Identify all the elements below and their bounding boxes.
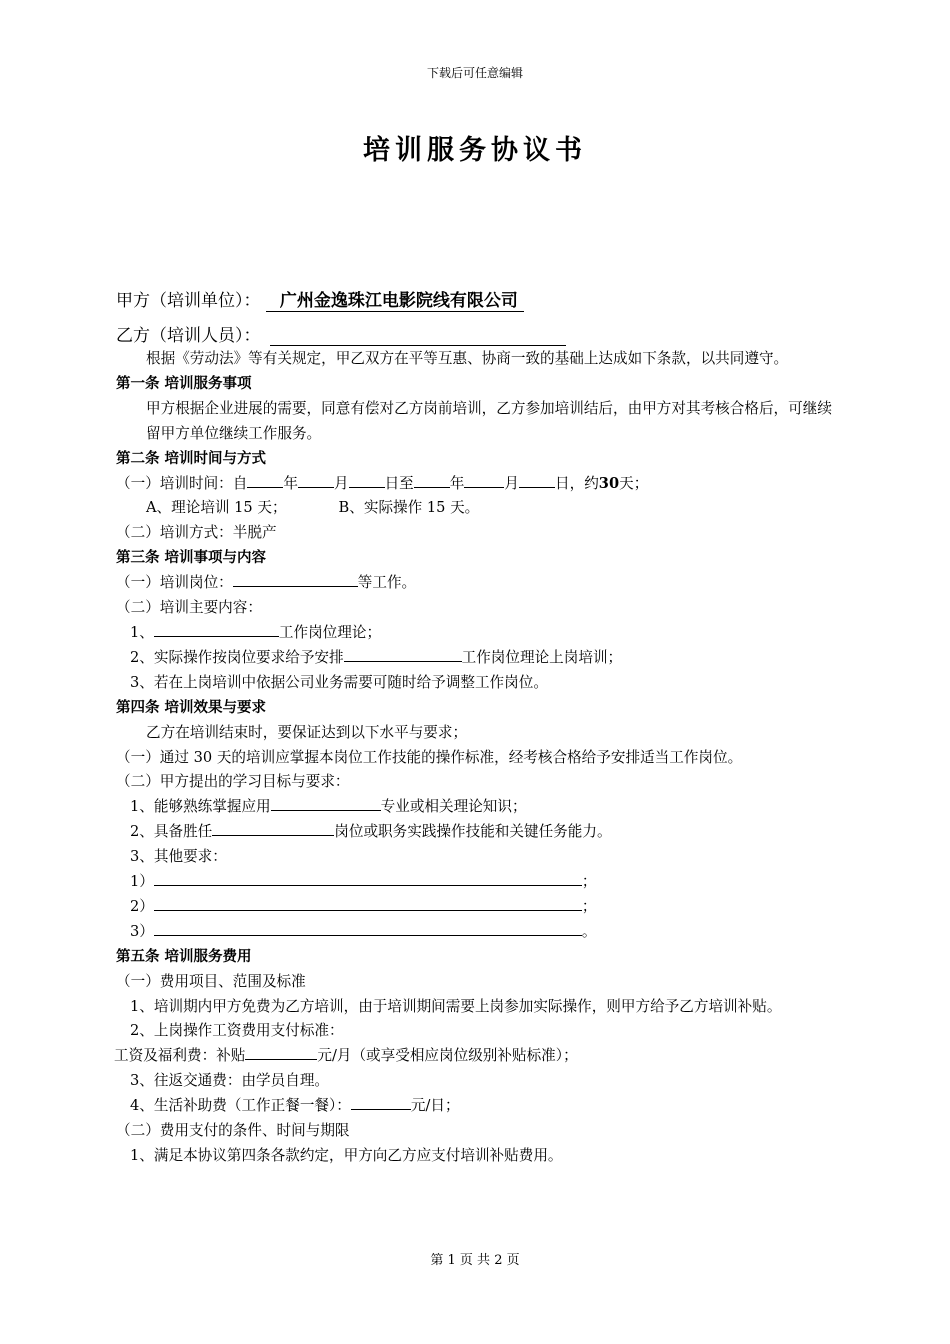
training-post-suffix: 等工作。 xyxy=(357,574,417,592)
party-b-line xyxy=(116,321,566,346)
training-time-label: （一）培训时间：自 xyxy=(116,474,248,492)
blank-other-3 xyxy=(154,920,582,936)
document-title: 培训服务协议书 xyxy=(363,135,587,166)
blank-content-2 xyxy=(344,646,462,662)
wage-line xyxy=(114,1044,836,1069)
time-suffix: 日，约 xyxy=(555,474,599,492)
fee-item-4-prefix: 4、生活补助费（工作正餐一餐）： xyxy=(130,1097,351,1115)
agreement-body xyxy=(116,347,836,1169)
other-2-end: ； xyxy=(581,897,597,915)
article-2-title: 第二条 培训时间与方式 xyxy=(116,450,267,467)
training-time-line xyxy=(116,472,836,497)
day-to-label: 日至 xyxy=(384,474,414,492)
other-1-label: 1） xyxy=(130,873,154,891)
fee-item-4 xyxy=(116,1094,836,1119)
training-split-line xyxy=(116,496,836,521)
content-item-1-prefix: 1、 xyxy=(130,623,154,641)
blank-living-allowance xyxy=(351,1094,411,1110)
fee-section-2: （二）费用支付的条件、时间与期限 xyxy=(116,1122,350,1140)
fee-item-3: 3、往返交通费：由学员自理。 xyxy=(130,1072,330,1090)
requirement-2-prefix: 2、具备胜任 xyxy=(130,823,213,841)
requirement-1 xyxy=(116,795,836,820)
content-item-2-suffix: 工作岗位理论上岗培训； xyxy=(461,648,623,666)
month-label-2: 月 xyxy=(504,474,519,492)
party-b-blank xyxy=(270,327,566,346)
page-header: 下载后可任意编辑 xyxy=(426,66,523,80)
year-label-1: 年 xyxy=(283,474,298,492)
wage-suffix: 元/月（或享受相应岗位级别补贴标准）； xyxy=(317,1047,578,1065)
practice-training: B、实际操作 15 天。 xyxy=(338,499,480,517)
training-post-line xyxy=(116,571,836,596)
theory-training: A、理论培训 15 天； xyxy=(146,499,287,517)
requirement-3: 3、其他要求： xyxy=(130,848,227,866)
article-4-intro: 乙方在培训结束时，要保证达到以下水平与要求； xyxy=(146,723,468,741)
days-unit: 天； xyxy=(619,474,649,492)
blank-start-day xyxy=(349,472,385,488)
requirement-2-suffix: 岗位或职务实践操作技能和关键任务能力。 xyxy=(334,823,612,841)
content-item-3: 3、若在上岗培训中依据公司业务需要可随时给予调整工作岗位。 xyxy=(130,673,548,691)
requirement-1-suffix: 专业或相关理论知识； xyxy=(380,798,527,816)
blank-end-day xyxy=(519,472,555,488)
party-b-label: 乙方（培训人员）： xyxy=(116,326,261,346)
article-4-point-2: （二）甲方提出的学习目标与要求： xyxy=(116,773,350,791)
party-a-name: 广州金逸珠江电影院线有限公司 xyxy=(266,291,524,312)
blank-other-2 xyxy=(154,895,582,911)
blank-start-year xyxy=(247,472,283,488)
party-a-label: 甲方（培训单位）： xyxy=(116,291,261,311)
blank-wage xyxy=(245,1044,317,1060)
wage-prefix: 工资及福利费：补贴 xyxy=(114,1047,246,1065)
blank-requirement-1 xyxy=(271,795,381,811)
training-mode: （二）培训方式：半脱产 xyxy=(116,524,277,542)
intro-paragraph: 根据《劳动法》等有关规定，甲乙双方在平等互惠、协商一致的基础上达成如下条款，以共同遵守。 xyxy=(146,350,789,367)
year-label-2: 年 xyxy=(449,474,465,492)
blank-end-month xyxy=(464,472,504,488)
article-5-title: 第五条 培训服务费用 xyxy=(116,948,252,965)
payment-item-1: 1、满足本协议第四条各款约定，甲方向乙方应支付培训补贴费用。 xyxy=(130,1147,563,1164)
other-requirement-1 xyxy=(116,870,836,895)
other-1-end: ； xyxy=(581,873,597,891)
other-3-label: 3） xyxy=(130,922,154,940)
article-3-title: 第三条 培训事项与内容 xyxy=(116,550,267,567)
blank-start-month xyxy=(298,472,334,488)
content-item-1 xyxy=(116,621,836,646)
other-requirement-2 xyxy=(116,895,836,920)
other-requirement-3 xyxy=(116,920,836,945)
article-4-point-1: （一）通过 30 天的培训应掌握本岗位工作技能的操作标准，经考核合格给予安排适当工作岗位。 xyxy=(116,748,743,766)
fee-item-2: 2、上岗操作工资费用支付标准： xyxy=(130,1022,344,1040)
blank-training-post xyxy=(233,571,358,587)
other-2-label: 2） xyxy=(130,897,154,915)
page-footer: 第 1 页 共 2 页 xyxy=(430,1253,520,1268)
article-1-title: 第一条 培训服务事项 xyxy=(116,375,252,392)
requirement-2 xyxy=(116,820,836,845)
blank-other-1 xyxy=(154,870,582,886)
blank-content-1 xyxy=(154,621,279,637)
article-4-title: 第四条 培训效果与要求 xyxy=(116,699,267,716)
requirement-1-prefix: 1、能够熟练掌握应用 xyxy=(130,798,271,816)
party-a-line xyxy=(116,286,524,312)
fee-item-1: 1、培训期内甲方免费为乙方培训，由于培训期间需要上岗参加实际操作，则甲方给予乙方培训补贴。 xyxy=(130,997,782,1015)
article-1-text: 甲方根据企业进展的需要，同意有偿对乙方岗前培训，乙方参加培训结后，由甲方对其考核合格后，可继续留甲方单位继续工作服务。 xyxy=(146,399,832,442)
content-item-2-prefix: 2、实际操作按岗位要求给予安排 xyxy=(130,648,344,666)
training-content-label: （二）培训主要内容： xyxy=(116,599,262,617)
month-label-1: 月 xyxy=(333,474,349,492)
content-item-2 xyxy=(116,646,836,671)
blank-requirement-2 xyxy=(212,820,334,836)
content-item-1-suffix: 工作岗位理论； xyxy=(278,623,382,641)
fee-item-4-suffix: 元/日； xyxy=(410,1097,460,1115)
blank-end-year xyxy=(414,472,450,488)
training-post-label: （一）培训岗位： xyxy=(116,574,233,592)
fee-section-1: （一）费用项目、范围及标准 xyxy=(116,972,306,990)
other-3-end: 。 xyxy=(581,922,597,940)
training-days: 30 xyxy=(598,474,620,492)
